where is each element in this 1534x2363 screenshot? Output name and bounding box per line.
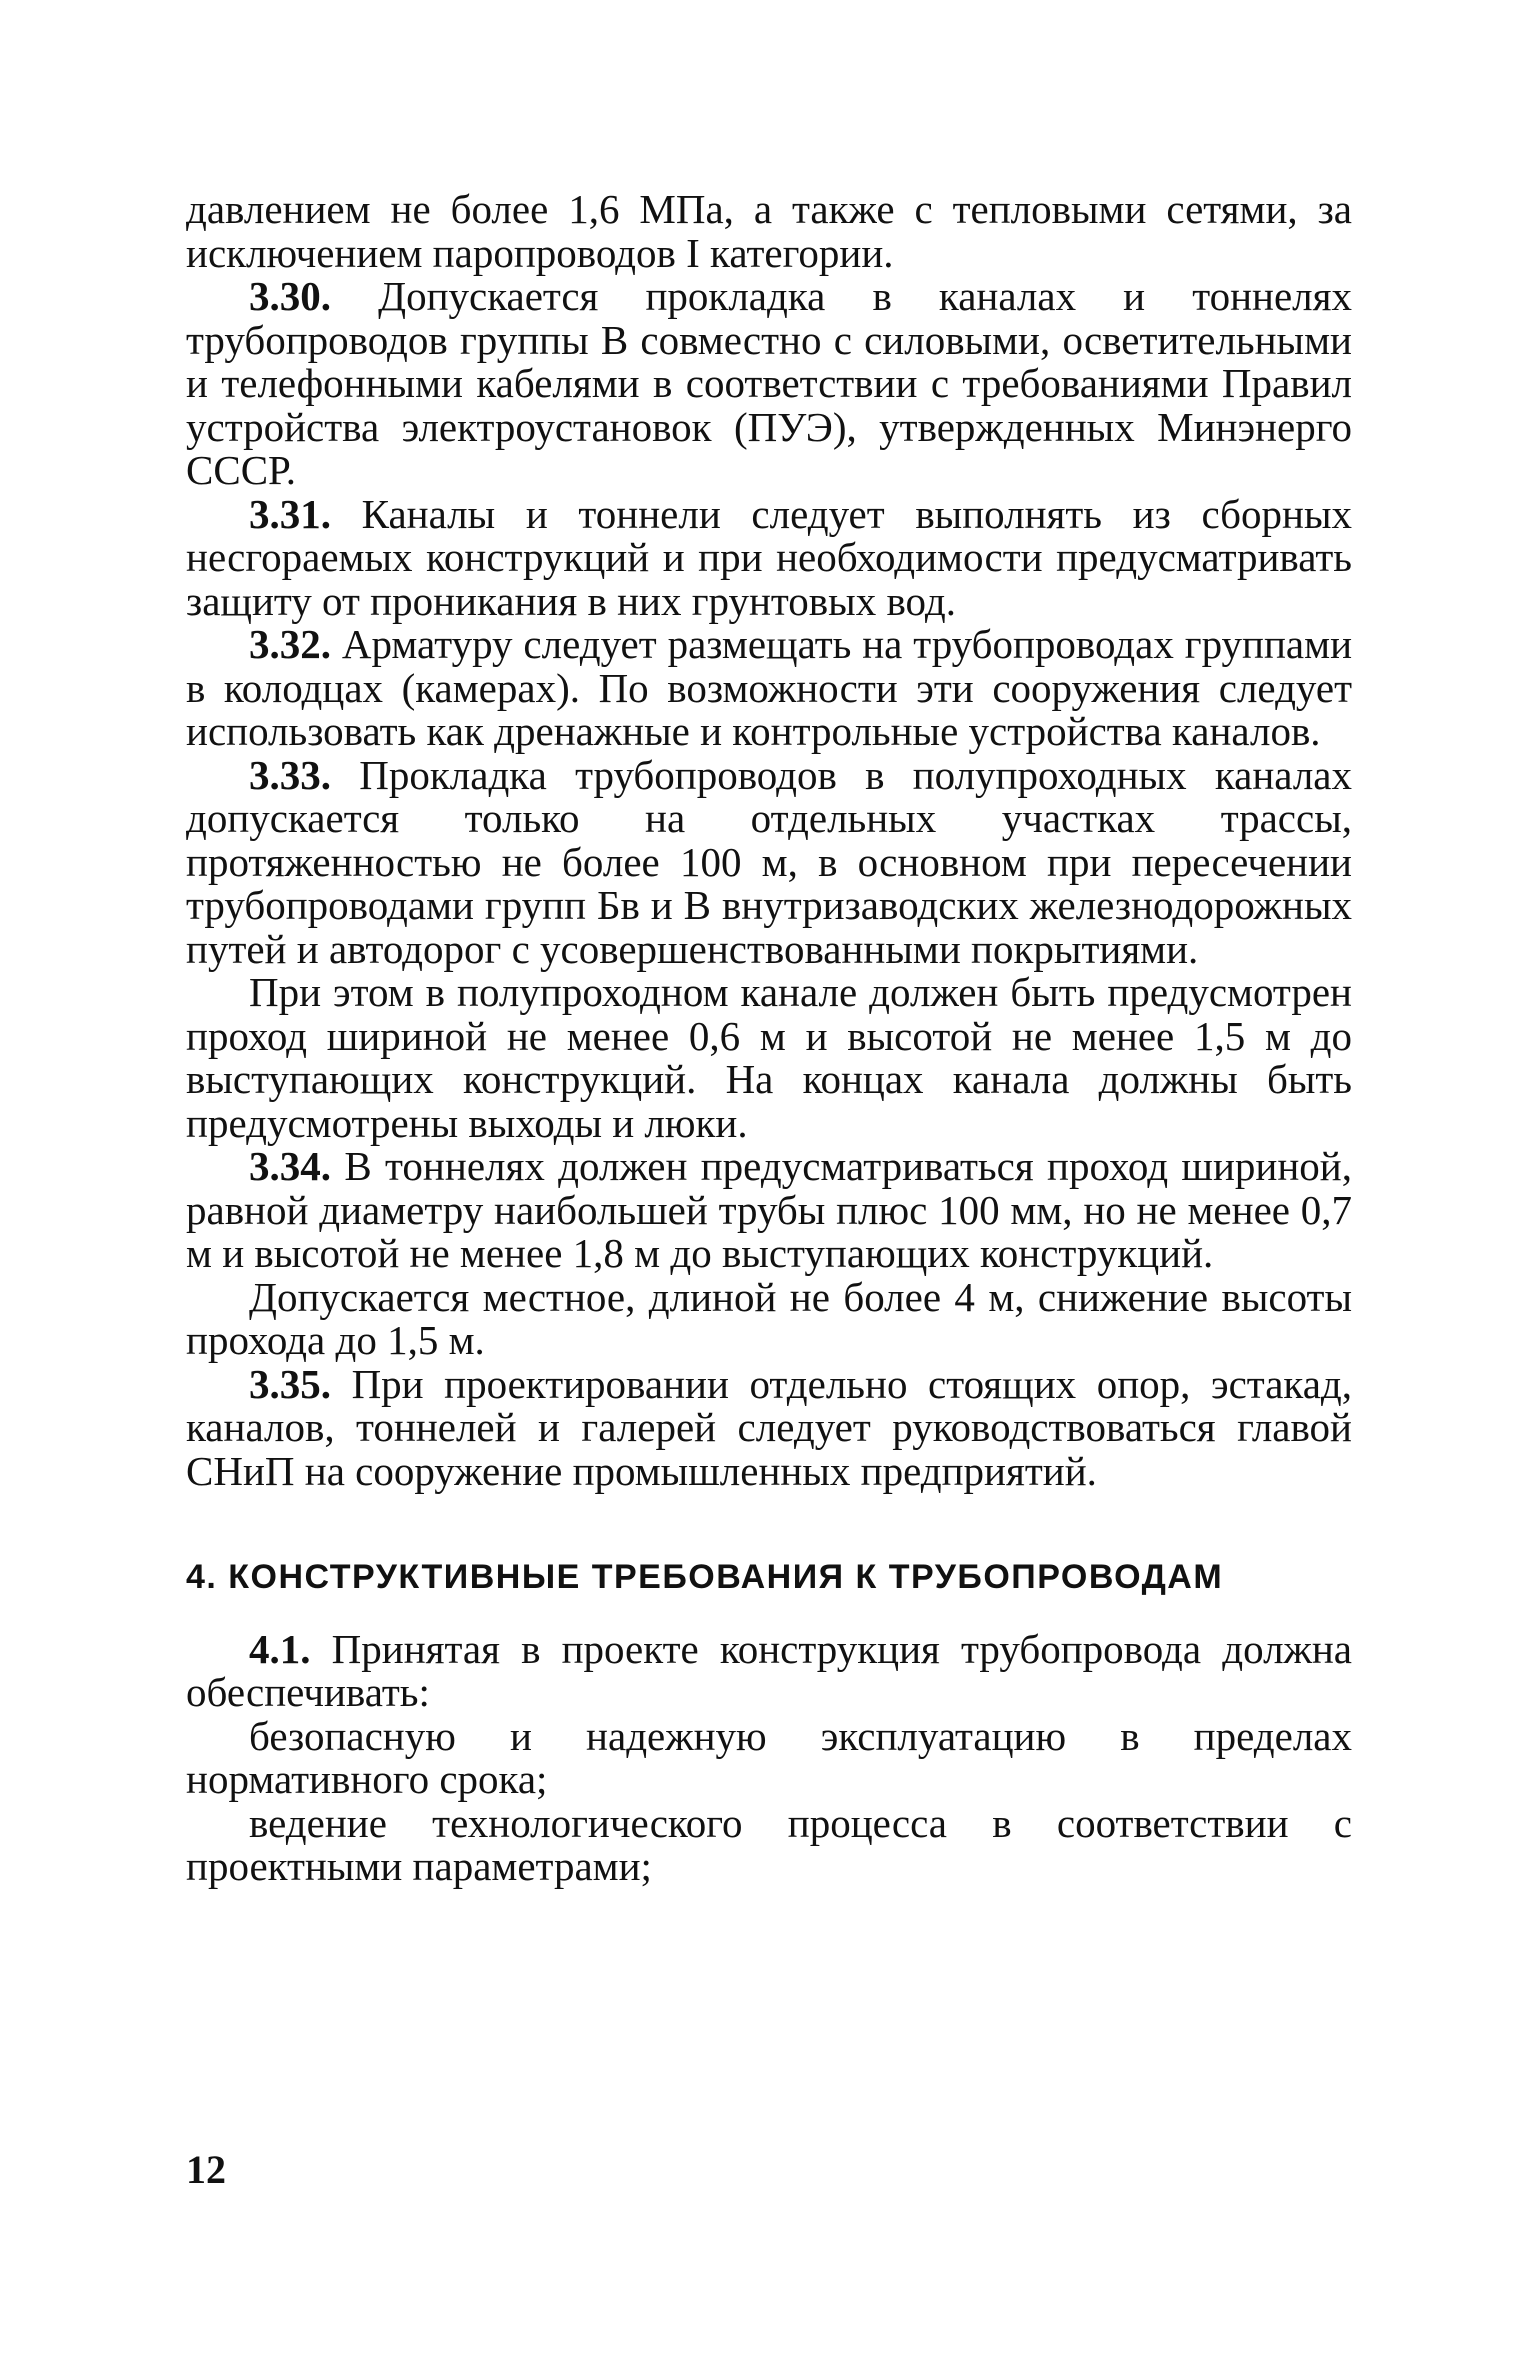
paragraph-text: давлением не более 1,6 МПа, а также с тепловыми сетями, за исключением паропроводов I категории. [186, 186, 1352, 276]
paragraph-text: Допускается местное, длиной не более 4 м, снижение высоты прохода до 1,5 м. [186, 1273, 1352, 1363]
clause-text: Допускается прокладка в каналах и тоннелях трубопроводов группы В совместно с силовыми, осветительными и телефонными кабелями в соответствии с требованиями Правил устройства электроустановок (ПУЭ), утвержденных Минэнерго СССР. [186, 273, 1352, 493]
paragraph-text: безопасную и надежную эксплуатацию в пределах нормативного срока; [186, 1712, 1352, 1802]
paragraph-continuation [186, 188, 1352, 275]
clause-3-32 [186, 623, 1352, 754]
section-heading: 4. КОНСТРУКТИВНЫЕ ТРЕБОВАНИЯ К ТРУБОПРОВОДАМ [186, 1558, 1224, 1596]
clause-text: Каналы и тоннели следует выполнять из сборных несгораемых конструкций и при необходимости предусматривать защиту от проникания в них грунтовых вод. [186, 490, 1352, 624]
paragraph-text: При этом в полупроходном канале должен быть предусмотрен проход шириной не менее 0,6 м и высотой не менее 1,5 м до выступающих конструкций. На концах канала должны быть предусмотрены выходы и люки. [186, 969, 1352, 1146]
clause-text: В тоннелях должен предусматриваться проход шириной, равной диаметру наибольшей трубы плюс 100 мм, но не менее 0,7 м и высотой не менее 1,8 м до выступающих конструкций. [186, 1143, 1353, 1276]
clause-number: 3.33. [249, 751, 331, 798]
clause-number: 3.32. [249, 621, 331, 667]
clause-number: 3.35. [249, 1360, 331, 1407]
paragraph-local-reduction [186, 1273, 1352, 1363]
list-item-safe-operation [186, 1712, 1352, 1802]
clause-text: Прокладка трубопроводов в полупроходных каналах допускается только на отдельных участках трассы, протяженностью не более 100 м, в основном при пересечении трубопроводами групп Бв и В внутризаводских железнодорожных путей и автодорог с усовершенствованными покрытиями. [186, 751, 1353, 972]
clause-text: Принятая в проекте конструкция трубопровода должна обеспечивать: [186, 1625, 1352, 1715]
paragraph-passage-dimensions [186, 971, 1352, 1145]
body-text [186, 188, 1352, 1889]
clause-3-31 [186, 490, 1352, 624]
clause-number: 4.1. [249, 1625, 311, 1672]
clause-3-33 [186, 751, 1353, 972]
clause-number: 3.31. [249, 490, 331, 537]
list-item-process-parameters [186, 1799, 1352, 1889]
clause-text: Арматуру следует размещать на трубопроводах группами в колодцах (камерах). По возможности эти сооружения следует использовать как дренажные и контрольные устройства каналов. [186, 621, 1353, 754]
clause-number: 3.34. [249, 1143, 331, 1189]
paragraph-text: ведение технологического процесса в соответствии с проектными параметрами; [186, 1799, 1352, 1889]
clause-number: 3.30. [249, 273, 331, 319]
clause-3-35 [186, 1360, 1352, 1494]
clause-3-34 [186, 1145, 1352, 1276]
clause-text: При проектировании отдельно стоящих опор, эстакад, каналов, тоннелей и галерей следует руководствоваться главой СНиП на сооружение промышленных предприятий. [186, 1360, 1352, 1494]
clause-3-30 [186, 275, 1352, 493]
clause-4-1 [186, 1625, 1352, 1715]
page-number: 12 [186, 2147, 226, 2192]
